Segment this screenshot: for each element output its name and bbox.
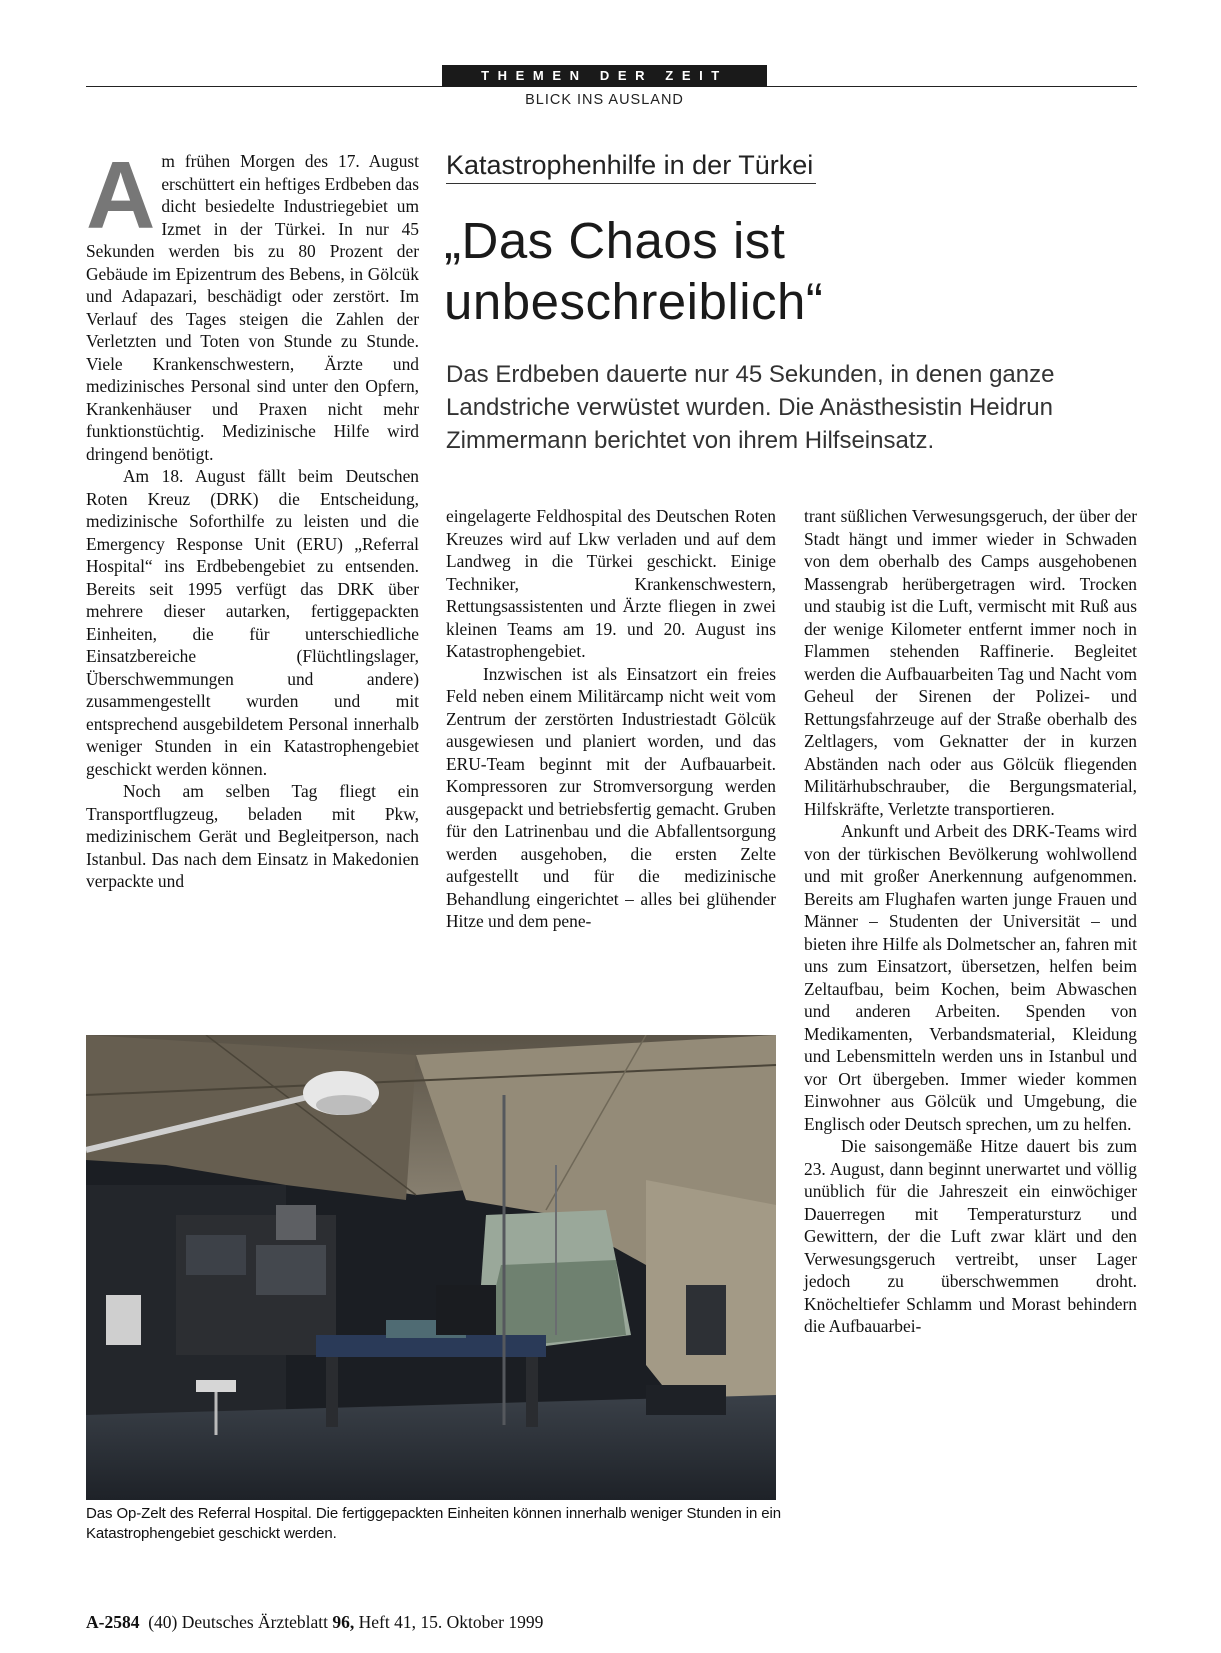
article-column-1 [86,142,419,893]
col1-paragraph-3: Noch am selben Tag fliegt ein Transportflugzeug, beladen mit Pkw, medizinischem Gerät und Begleitperson, nach Istanbul. Das nach dem Einsatz in Makedonien verpackte und [86,781,419,891]
col3-paragraph-3: Die saisongemäße Hitze dauert bis zum 23. August, dann beginnt unerwartet und völlig unüblich für die Jahreszeit ein einwöchiger Dauerregen mit Temperatursturz und Gewittern, der die Luft zwar klärt und den Verwesungsgeruch vertreibt, unser Lager jedoch zu überschwemmen droht. Knöcheltiefer Schlamm und Morast behindern die Aufbauarbei- [804,1136,1137,1336]
drop-cap: A [86,142,156,249]
page-footer [86,1612,543,1633]
col2-paragraph-1: eingelagerte Feldhospital des Deutschen Roten Kreuzes wird auf Lkw verladen und auf dem Landweg in die Türkei geschickt. Einige Techniker, Krankenschwestern, Rettungsassistenten und Ärzte fliegen in zwei kleinen Teams am 19. und 20. August ins Katastrophengebiet. [446,506,776,661]
article-column-2 [446,505,776,933]
photo-caption: Das Op-Zelt des Referral Hospital. Die fertiggepackten Einheiten können innerhalb weniger Stunden in ein Katastrophengebiet geschickt werden. [86,1505,782,1542]
col1-paragraph-1-text: m frühen Morgen des 17. August erschüttert ein heftiges Erdbeben das dicht besiedelte Industriegebiet um Izmet in der Türkei. In nur 45 Sekunden werden bis zu 80 Prozent der Gebäude im Epizentrum des Bebens, in Gölcük und Adapazari, beschädigt oder zerstört. Im Verlauf des Tages steigen die Zahlen der Verletzten und Toten von Stunde zu Stunde. Viele Krankenschwestern, Ärzte und medizinisches Personal sind unter den Opfern, Krankenhäuser und Praxen nicht mehr funktionstüchtig. Medizinische Hilfe wird dringend benötigt. [86,151,419,464]
issue-info: Heft 41, 15. Oktober 1999 [358,1612,544,1632]
tent-photo-illustration [86,1035,776,1500]
col3-paragraph-1: trant süßlichen Verwesungsgeruch, der über der Stadt hängt und immer wieder in Schwaden von dem oberhalb des Camps ausgehobenen Massengrab herübergetragen wird. Trocken und staubig ist die Luft, vermischt mit Ruß aus der wenige Kilometer entfernt immer noch in Flammen stehenden Raffinerie. Begleitet werden die Aufbauarbeiten Tag und Nacht vom Geheul der Sirenen der Polizei- und Rettungsfahrzeuge auf der Straße oberhalb des Zeltlagers, vom Geknatter der in kurzen Abständen nach oder aus Gölcük fliegenden Militärhubschrauber, die Bergungsmaterial, Hilfskräfte, Verletzte transportieren. [804,506,1137,819]
publication-name: Deutsches Ärzteblatt [181,1612,329,1632]
col1-paragraph-2: Am 18. August fällt beim Deutschen Roten Kreuz (DRK) die Entscheidung, medizinische Soforthilfe zu leisten und die Emergency Response Unit (ERU) „Referral Hospital“ ins Erdbebengebiet zu entsenden. Bereits seit 1995 verfügt das DRK über mehrere dieser autarken, fertiggepackten Einheiten, die für unterschiedliche Einsatzbereiche (Flüchtlingslager, Überschwemmungen und andere) zusammengestellt wurden und mit entsprechend ausgebildetem Personal innerhalb weniger Stunden in ein Katastrophengebiet geschickt werden können. [86,466,419,779]
article-column-3 [804,505,1137,1338]
subsection-label: BLICK INS AUSLAND [525,92,684,108]
article-photo [86,1035,776,1500]
col2-paragraph-2: Inzwischen ist als Einsatzort ein freies Feld neben einem Militärcamp nicht weit vom Zentrum der zerstörten Industriestadt Gölcük ausgewiesen und planiert worden, und das ERU-Team beginnt mit der Aufbauarbeit. Kompressoren zur Stromversorgung werden ausgepackt und betriebsfertig gemacht. Gruben für den Latrinenbau und die Abfallentsorgung werden ausgehoben, die ersten Zelte aufgestellt und für die medizinische Behandlung eingerichtet – alles bei glühender Hitze und dem pene- [446,663,776,931]
volume-number: 96, [332,1612,355,1632]
article-headline: „Das Chaos ist unbeschreiblich“ [444,212,824,330]
page-code: A-2584 [86,1612,140,1632]
page-local: (40) [148,1612,178,1632]
col1-paragraph-1 [86,142,419,465]
article-kicker: Katastrophenhilfe in der Türkei [446,150,816,184]
article-lead: Das Erdbeben dauerte nur 45 Sekunden, in denen ganze Landstriche verwüstet wurden. Die Anästhesistin Heidrun Zimmermann berichtet von ihrem Hilfseinsatz. [446,361,1055,454]
section-label: THEMEN DER ZEIT [442,65,767,87]
col3-paragraph-2: Ankunft und Arbeit des DRK-Teams wird von der türkischen Bevölkerung wohlwollend und mit großer Anerkennung aufgenommen. Bereits am Flughafen warten junge Frauen und Männer – Studenten der Universität – und bieten ihre Hilfe als Dolmetscher an, fahren mit uns zum Einsatzort, übersetzen, helfen beim Zeltaufbau, beim Kochen, beim Abwaschen und anderen Arbeiten. Spenden von Medikamenten, Verbandsmaterial, Kleidung und Lebensmitteln werden uns in Istanbul und vor Ort übergeben. Immer wieder kommen Einwohner aus Gölcük und Umgebung, die Englisch oder Deutsch sprechen, um zu helfen. [804,821,1137,1134]
